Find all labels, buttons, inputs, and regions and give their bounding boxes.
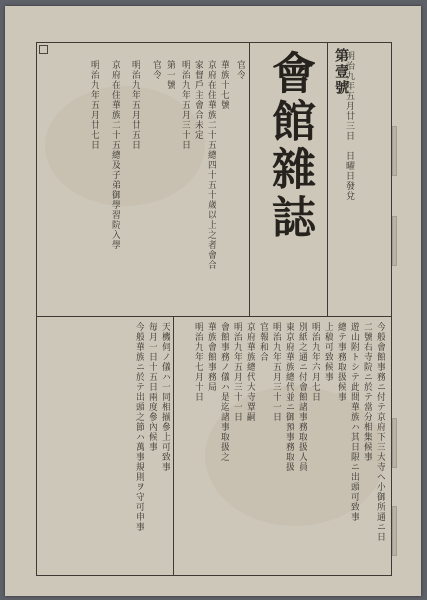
text-column: 今般華族ニ於テ出頭之節ハ萬事規則ヲ守可申事 — [134, 322, 144, 532]
column-divider — [327, 43, 328, 316]
text-column: 官令 — [235, 60, 245, 80]
column-divider — [249, 43, 250, 316]
newspaper-page — [5, 6, 421, 596]
text-column: 明治九年五月三十一日 — [271, 322, 281, 422]
text-column: 二號右寺院ニ於テ當分相集候事 — [362, 322, 372, 462]
text-column: 明治九年七月十日 — [193, 322, 203, 402]
text-column: 明治九年五月廿五日 — [130, 60, 140, 150]
text-column: 今般會館事務ニ付テ京府下三大寺へ小御所通ニ日 — [375, 322, 385, 542]
section-divider — [37, 316, 391, 317]
text-column: 遊山附トシテ此間華族ハ其日限ニ出頭可致事 — [349, 322, 359, 522]
corner-mark — [39, 45, 48, 54]
text-column: 京府華族總代大寺覃嗣 — [245, 322, 255, 422]
publication-date: 明治九年五月廿三日 日曜日發兌 — [344, 51, 354, 201]
text-column: 明治九年五月廿七日 — [89, 60, 99, 150]
text-column: 家督戶主會合未定 — [193, 60, 203, 140]
text-column: 東京府華族總代並ニ御預事務取扱 — [284, 322, 294, 472]
text-column: 官報和合 — [258, 322, 268, 362]
text-column: 華族會館事務局 — [206, 322, 216, 392]
binding-clip — [392, 506, 397, 556]
column-divider — [173, 316, 174, 575]
text-column: 別紙之通ニ付會館諸事務取扱人員 — [297, 322, 307, 472]
text-column: 官令 — [151, 60, 161, 80]
text-column: 上稿可致候事 — [323, 322, 333, 382]
binding-clip — [392, 418, 397, 468]
text-column: 總テ事務取扱候事 — [336, 322, 346, 402]
text-column: 第一號 — [165, 60, 175, 90]
binding-clip — [392, 216, 397, 266]
text-column: 會館事務ノ儀ハ是迄諸事取扱之 — [219, 322, 229, 462]
text-column: 京府在住華族二十五總及子弟御學習院入學 — [110, 60, 120, 250]
text-column: 華族十七號 — [219, 60, 229, 110]
text-column: 京府在住華族二十五總四十五十歲以上之者會合 — [206, 60, 216, 270]
text-column: 明治九年五月三十日 — [180, 60, 190, 150]
text-column: 明治九年六月七日 — [310, 322, 320, 402]
text-column: 明治九年五月三十一日 — [232, 322, 242, 422]
text-column: 天機伺ノ儀ハ一同相揃參上可致事 — [160, 322, 170, 472]
issue-number: 第壹號 — [333, 48, 349, 96]
binding-clip — [392, 126, 397, 176]
text-column: 毎月一日十五日兩度參內候事 — [147, 322, 157, 452]
page-title: 會館雜誌 — [264, 50, 315, 242]
